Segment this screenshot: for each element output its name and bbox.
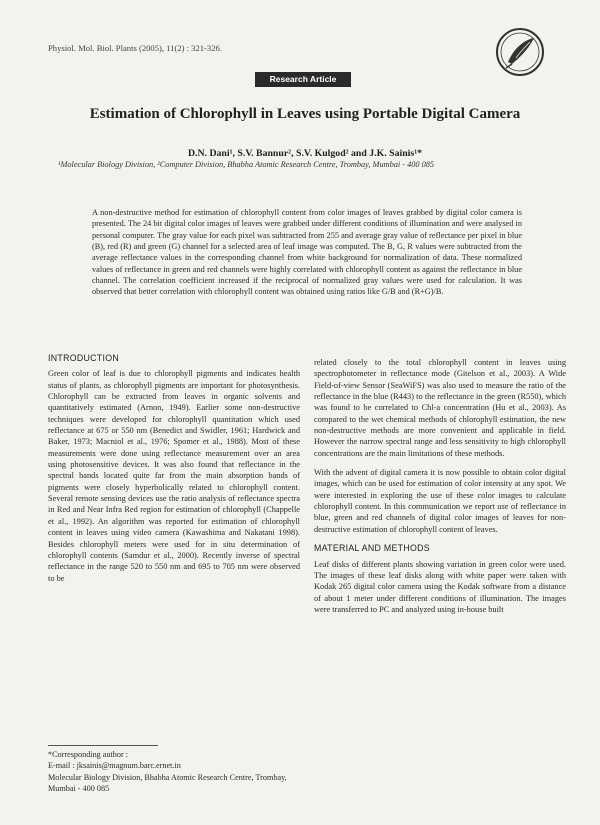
introduction-paragraph-continued: related closely to the total chlorophyll content in leaves using spectrophotometer in reflectance mode (Gitelson et al., 2003). A Wide Field-of-view Sensor (SeaWiFS) was also used to measure the ratio of the reflectance in the blue (R443) to the reflectance in the green (R550), which was found to be correlated to Chl-a concentration (Hu et al., 2003). As compared to the wet chemical methods of chlorophyll estimation, the new non-destructive methods are more convenient and applicable in field. However the narrow spectral range and less sensitivity to high chlorophyll concentrations are the main limitations of these methods. bbox=[314, 358, 566, 458]
introduction-heading: INTRODUCTION bbox=[48, 353, 120, 363]
footnote-email: E-mail : jksainis@magnum.barc.ernet.in bbox=[48, 761, 181, 771]
article-title: Estimation of Chlorophyll in Leaves using Portable Digital Camera bbox=[89, 106, 521, 122]
left-column bbox=[48, 353, 300, 584]
introduction-paragraph: Green color of leaf is due to chlorophyll pigments and indicates health status of plants, as chlorophyll pigments are important for photosynthesis. Chlorophyll can be extracted from leaves in organic solvents and quantitatively estimated (Arnon, 1949). Earlier some non-destructive techniques were developed for chlorophyll quantitation which used reflectance at 675 or 550 nm (Benedict and Swidler, 1961; Hardwick and Baker, 1973; Macniol et al., 1976; Spomer et al., 1988). Most of these measurements were done using reflectance measurement over an area using photosensitive devices. It was also found that reflectance in the spectral bands located quite far from the main absorption bands of pigments were closely hyperbolically related to chlorophyll content. Several remote sensing devices use the ratio analysis of reflectance spectra in Red and Near Infra Red region for estimation of chlorophyll (Chappelle et al., 1992). An algorithm was reported for estimation of chlorophyll content in leaves using video camera (Kawashima and Nakatani 1998). Besides chlorophyll meters were used for in situ determination of chlorophyll contents (Samdur et al., 2000). Recently inverse of spectral reflectance in the range 520 to 550 nm and 695 to 705 nm were observed to be bbox=[48, 369, 300, 583]
article-authors: D.N. Dani¹, S.V. Bannur², S.V. Kulgod² and J.K. Sainis¹* bbox=[187, 148, 423, 159]
journal-logo-icon bbox=[494, 26, 546, 78]
methods-paragraph: Leaf disks of different plants showing variation in green color were used. The images of these leaf disks along with white paper were taken with Kodak 265 digital color camera using the Kodak software from a distance of about 1 meter under different conditions of illumination. The images were transferred to PC and analyzed using in-house built bbox=[314, 559, 566, 614]
journal-citation: Physiol. Mol. Biol. Plants (2005), 11(2) : 321-326. bbox=[48, 43, 222, 53]
article-affiliation: ¹Molecular Biology Division, ²Computer Division, Bhabha Atomic Research Centre, Trombay, Mumbai - 400 085 bbox=[58, 160, 435, 169]
introduction-paragraph-2: With the advent of digital camera it is now possible to obtain color digital images, which can be used for estimation of color intensity at any spot. We were interested in exploring the use of these color images to calculate chlorophyll content. In this communication we report use of reflectance in blue, green and red channels of digital color images of leaves for non-destructive estimation of chlorophyll content of leaves. bbox=[314, 468, 566, 534]
footnote-corresponding: *Corresponding author : bbox=[48, 750, 129, 759]
footnote bbox=[48, 749, 303, 794]
methods-heading: MATERIAL AND METHODS bbox=[314, 543, 430, 554]
abstract: A non-destructive method for estimation of chlorophyll content from color images of leaves grabbed by digital color camera is presented. The 24 bit digital color images of leaves were grabbed under different conditions of illumination and were analysed in personal computer. The gray value for each pixel was subtracted from 255 and average gray value of reflectance per pixel in blue (B), red (R) and green (G) channel for a selected area of leaf image was computed. The B, G, R values were subtracted from the average reflectance values in the corresponding channel from white background for normalization of data. These normalized values of reflectance in green and red channels were highly correlated with chlorophyll content as against the reflectance in blue channel. The correlation coefficient increased if the reciprocal of normalized gray values were used for calculation. It was observed that better correlation with chlorophyll content was obtained using ratios like G/B and (R+G)/B. bbox=[92, 208, 522, 297]
footnote-rule bbox=[48, 745, 158, 746]
right-column bbox=[314, 357, 566, 615]
article-type-badge: Research Article bbox=[255, 72, 351, 87]
footnote-address: Molecular Biology Division, Bhabha Atomic Research Centre, Trombay, Mumbai - 400 085 bbox=[48, 772, 287, 793]
